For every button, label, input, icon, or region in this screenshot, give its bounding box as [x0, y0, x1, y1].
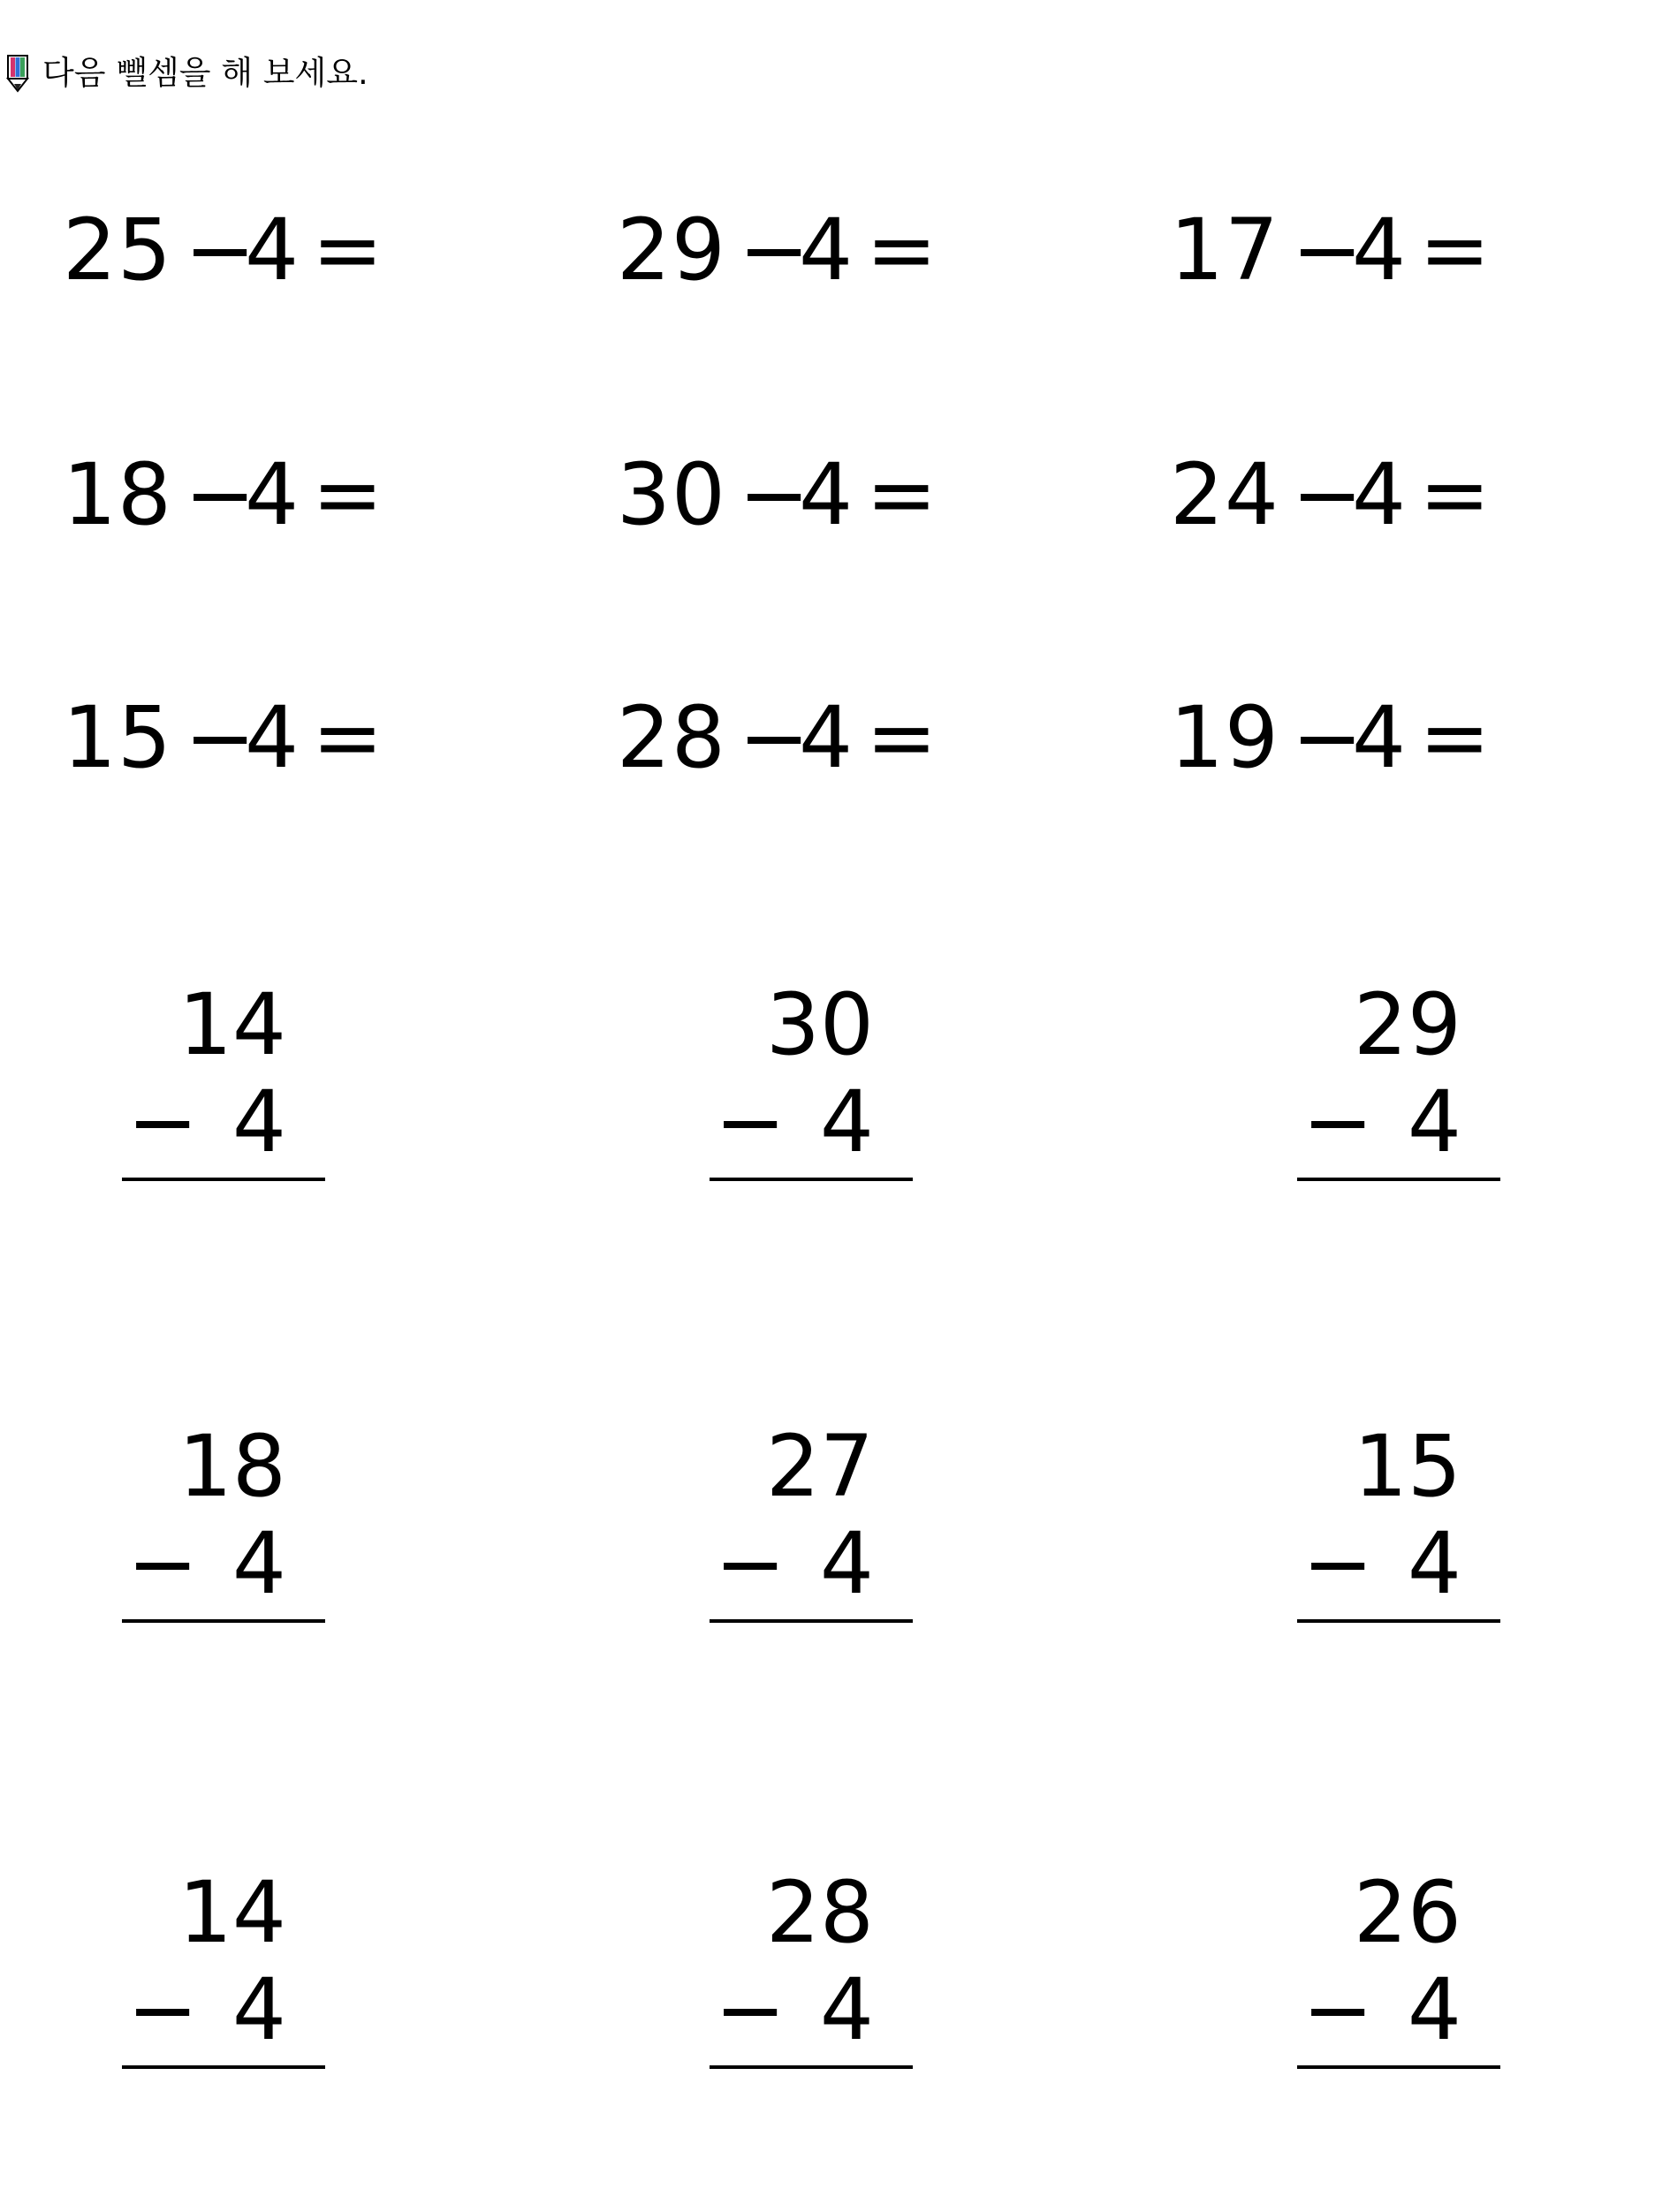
- minus-operator: −: [1302, 1514, 1374, 1613]
- minuend: 24: [1169, 445, 1279, 544]
- minus-operator: −: [1292, 688, 1364, 787]
- minuend: 30: [616, 445, 726, 544]
- minuend: 25: [62, 201, 172, 299]
- minus-operator: −: [127, 1960, 199, 2059]
- equals-sign: =: [1419, 688, 1492, 787]
- minuend: 17: [1169, 201, 1279, 299]
- vertical-problem: [710, 1864, 913, 2076]
- subtrahend: 4: [819, 1514, 874, 1613]
- vertical-problem: [1297, 1418, 1500, 1630]
- subtrahend: 4: [1352, 201, 1408, 299]
- minus-operator: −: [127, 1514, 199, 1613]
- vertical-problem: [122, 976, 325, 1188]
- subtrahend: 4: [799, 688, 854, 787]
- vertical-problem: [1297, 976, 1500, 1188]
- subtrahend: 4: [245, 445, 300, 544]
- subtrahend: 4: [1407, 1960, 1461, 2059]
- minuend: 30: [765, 975, 874, 1074]
- subtrahend: 4: [1352, 688, 1408, 787]
- subtrahend: 4: [232, 1960, 286, 2059]
- answer-line: [710, 1178, 913, 1181]
- answer-line: [1297, 1619, 1500, 1623]
- subtrahend: 4: [1407, 1514, 1461, 1613]
- minus-operator: −: [715, 1960, 786, 2059]
- minuend: 18: [178, 1417, 286, 1516]
- subtrahend: 4: [799, 201, 854, 299]
- minuend: 28: [616, 688, 726, 787]
- minuend: 14: [178, 1863, 286, 1962]
- vertical-problem: [710, 1418, 913, 1630]
- horizontal-problem: [616, 446, 938, 543]
- equals-sign: =: [312, 688, 384, 787]
- minus-operator: −: [715, 1072, 786, 1171]
- equals-sign: =: [1419, 201, 1492, 299]
- minuend: 29: [1353, 975, 1461, 1074]
- horizontal-problem: [1169, 446, 1492, 543]
- subtrahend: 4: [245, 688, 300, 787]
- answer-line: [1297, 1178, 1500, 1181]
- minuend: 15: [1353, 1417, 1461, 1516]
- minuend: 26: [1353, 1863, 1461, 1962]
- answer-line: [122, 1178, 325, 1181]
- minus-operator: −: [185, 201, 257, 299]
- minus-operator: −: [739, 201, 811, 299]
- answer-line: [122, 1619, 325, 1623]
- horizontal-problem: [616, 201, 938, 299]
- worksheet-header: [5, 51, 368, 95]
- vertical-problem: [122, 1864, 325, 2076]
- minus-operator: −: [1292, 201, 1364, 299]
- minus-operator: −: [127, 1072, 199, 1171]
- pencil-icon: [5, 54, 30, 93]
- minus-operator: −: [739, 688, 811, 787]
- answer-line: [710, 2065, 913, 2069]
- horizontal-problem: [1169, 689, 1492, 786]
- answer-line: [1297, 2065, 1500, 2069]
- horizontal-problem: [62, 201, 384, 299]
- minuend: 19: [1169, 688, 1279, 787]
- subtrahend: 4: [1407, 1072, 1461, 1171]
- horizontal-problem: [62, 689, 384, 786]
- horizontal-problem: [1169, 201, 1492, 299]
- equals-sign: =: [312, 201, 384, 299]
- answer-line: [122, 2065, 325, 2069]
- subtrahend: 4: [232, 1072, 286, 1171]
- minus-operator: −: [1302, 1960, 1374, 2059]
- subtrahend: 4: [245, 201, 300, 299]
- answer-line: [710, 1619, 913, 1623]
- vertical-problem: [710, 976, 913, 1188]
- horizontal-problem: [62, 446, 384, 543]
- instruction-text: 다음 뺄셈을 해 보세요.: [42, 54, 368, 92]
- minus-operator: −: [185, 688, 257, 787]
- equals-sign: =: [866, 688, 938, 787]
- minus-operator: −: [1292, 445, 1364, 544]
- equals-sign: =: [866, 201, 938, 299]
- minuend: 15: [62, 688, 172, 787]
- vertical-problem: [1297, 1864, 1500, 2076]
- minus-operator: −: [185, 445, 257, 544]
- minuend: 18: [62, 445, 172, 544]
- horizontal-problem: [616, 689, 938, 786]
- minuend: 27: [765, 1417, 874, 1516]
- subtrahend: 4: [819, 1960, 874, 2059]
- minus-operator: −: [1302, 1072, 1374, 1171]
- subtrahend: 4: [232, 1514, 286, 1613]
- minus-operator: −: [739, 445, 811, 544]
- vertical-problem: [122, 1418, 325, 1630]
- equals-sign: =: [866, 445, 938, 544]
- subtrahend: 4: [1352, 445, 1408, 544]
- minuend: 14: [178, 975, 286, 1074]
- subtrahend: 4: [799, 445, 854, 544]
- equals-sign: =: [1419, 445, 1492, 544]
- subtrahend: 4: [819, 1072, 874, 1171]
- minuend: 28: [765, 1863, 874, 1962]
- minus-operator: −: [715, 1514, 786, 1613]
- minuend: 29: [616, 201, 726, 299]
- equals-sign: =: [312, 445, 384, 544]
